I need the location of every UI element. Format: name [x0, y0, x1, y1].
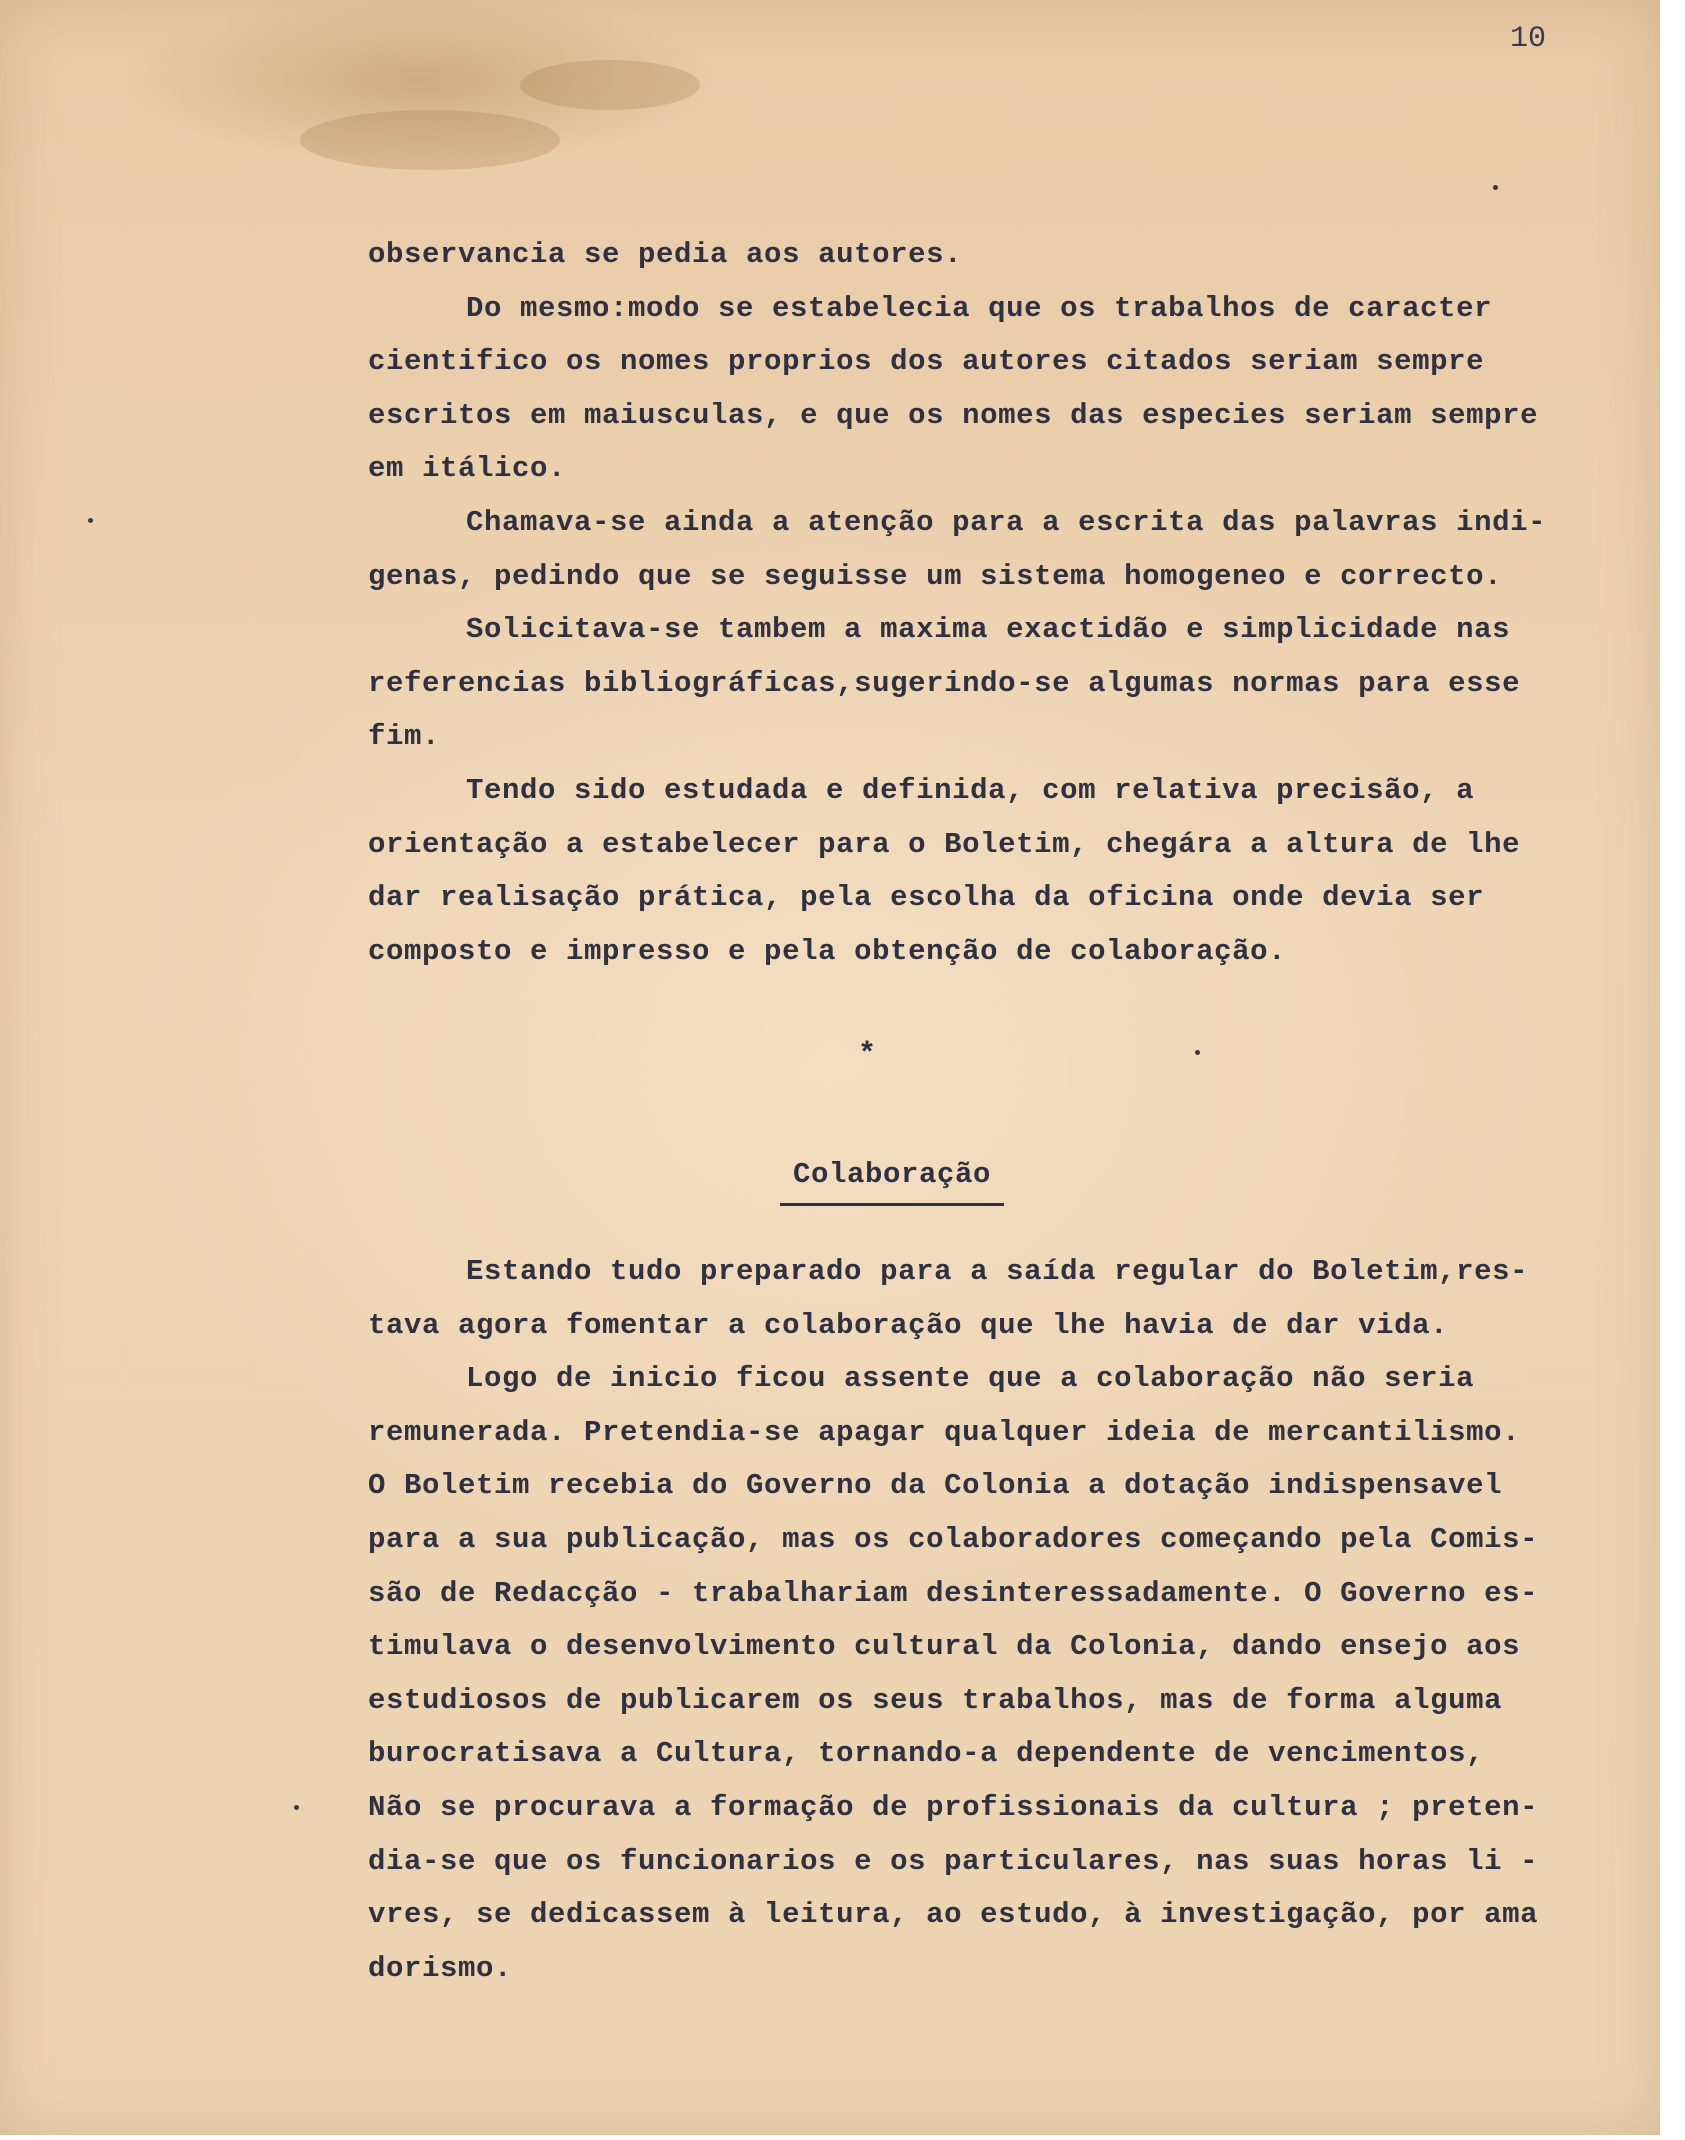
- text-line: dorismo.: [368, 1951, 513, 1985]
- text-line: referencias bibliográficas,sugerindo-se algumas normas para esse: [368, 666, 1521, 700]
- text-line: são de Redacção - trabalhariam desinteressadamente. O Governo es-: [368, 1576, 1539, 1610]
- speck: [88, 518, 93, 523]
- section-heading-wrap: [780, 1158, 1004, 1206]
- speck: [1493, 185, 1498, 190]
- page-number: 10: [1510, 22, 1547, 56]
- text-line: observancia se pedia aos autores.: [368, 238, 963, 271]
- text-line: Não se procurava a formação de profissionais da cultura ; preten-: [368, 1790, 1539, 1824]
- text-line: cientifico os nomes proprios dos autores citados seriam sempre: [368, 345, 1485, 379]
- text-line: escritos em maiusculas, e que os nomes das especies seriam sempre: [368, 398, 1539, 432]
- text-line: burocratisava a Cultura, tornando-a dependente de vencimentos,: [368, 1737, 1485, 1771]
- water-stain: [300, 110, 560, 170]
- text-line: Estando tudo preparado para a saída regular do Boletim,res-: [466, 1255, 1529, 1288]
- text-line: Chamava-se ainda a atenção para a escrita das palavras indi-: [466, 505, 1547, 539]
- text-line: em itálico.: [368, 452, 567, 486]
- section-heading: Colaboração: [792, 1158, 992, 1191]
- text-line: orientação a estabelecer para o Boletim, chegára a altura de lhe: [368, 827, 1521, 861]
- text-line: dia-se que os funcionarios e os particulares, nas suas horas li -: [368, 1844, 1539, 1878]
- text-line: dar realisação prática, pela escolha da oficina onde devia ser: [368, 881, 1485, 915]
- water-stain: [520, 60, 700, 110]
- text-line: genas, pedindo que se seguisse um sistema homogeneo e correcto.: [368, 559, 1503, 593]
- body-text-bottom: [368, 1245, 1658, 1995]
- text-line: Solicitava-se tambem a maxima exactidão e simplicidade nas: [466, 613, 1511, 647]
- speck: [294, 1805, 299, 1810]
- text-line: Do mesmo:modo se estabelecia que os trabalhos de caracter: [466, 291, 1493, 325]
- text-line: tava agora fomentar a colaboração que lhe havia de dar vida.: [368, 1308, 1449, 1342]
- text-line: Tendo sido estudada e definida, com relativa precisão, a: [466, 773, 1475, 807]
- body-text-top: [368, 228, 1658, 978]
- text-line: timulava o desenvolvimento cultural da Colonia, dando ensejo aos: [368, 1630, 1521, 1664]
- section-separator: *: [858, 1038, 877, 1072]
- text-line: fim.: [368, 720, 441, 754]
- text-line: O Boletim recebia do Governo da Colonia a dotação indispensavel: [368, 1469, 1503, 1503]
- heading-underline: [780, 1203, 1004, 1206]
- speck: [1195, 1050, 1200, 1055]
- text-line: estudiosos de publicarem os seus trabalhos, mas de forma alguma: [368, 1683, 1503, 1717]
- text-line: composto e impresso e pela obtenção de colaboração.: [368, 934, 1287, 968]
- text-line: para a sua publicação, mas os colaboradores começando pela Comis-: [368, 1522, 1539, 1556]
- text-line: Logo de inicio ficou assente que a colaboração não seria: [466, 1362, 1475, 1396]
- text-line: vres, se dedicassem à leitura, ao estudo, à investigação, por ama: [368, 1898, 1539, 1932]
- text-line: remunerada. Pretendia-se apagar qualquer ideia de mercantilismo.: [368, 1415, 1521, 1449]
